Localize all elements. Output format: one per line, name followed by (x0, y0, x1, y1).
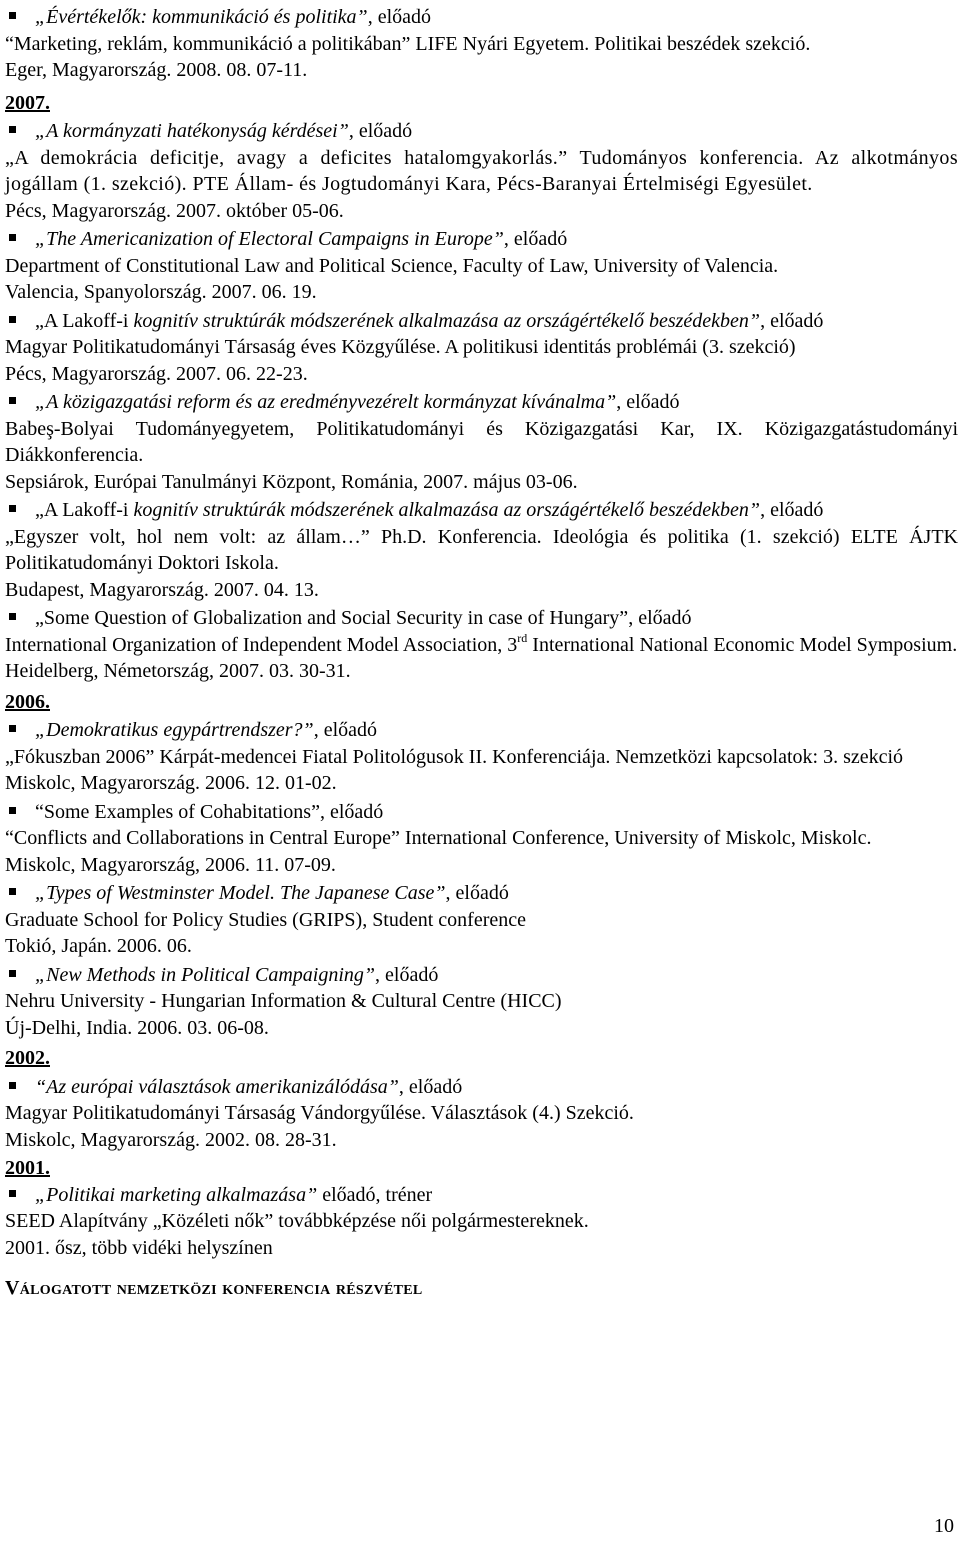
place-date: Tokió, Japán. 2006. 06. (5, 935, 192, 957)
conference-entry (5, 962, 958, 1042)
bullet-icon (9, 1190, 16, 1197)
venue-line: Babeş-Bolyai Tudományegyetem, Politikatudományi és Közigazgatási Kar, IX. Közigazgatástudományi Diákkonferencia. (5, 417, 958, 466)
talk-title: „Demokratikus egypártrendszer?” (35, 719, 314, 741)
conference-entry (5, 605, 958, 685)
talk-role: , előadó (367, 6, 431, 28)
talk-title: „A kormányzati hatékonyság kérdései” (35, 120, 349, 142)
conference-entry (5, 4, 958, 84)
talk-title: „Types of Westminster Model. The Japanese Case” (35, 882, 446, 904)
bullet-icon (9, 725, 16, 732)
talk-title: kognitív struktúrák módszerének alkalmazása az országértékelő beszédekben” (128, 309, 761, 332)
talk-title: “Az európai választások amerikanizálódása” (35, 1075, 399, 1098)
place-date: Új-Delhi, India. 2006. 03. 06-08. (5, 1016, 269, 1039)
talk-role: , előadó (348, 120, 413, 142)
page-number: 10 (934, 1515, 954, 1537)
venue-line: „Fókuszban 2006” Kárpát-medencei Fiatal Politológusok II. Konferenciája. Nemzetközi kapcsolatok: 3. szekció (5, 745, 904, 768)
talk-title: „New Methods in Political Campaigning” (35, 963, 376, 986)
conference-entry (5, 1074, 958, 1154)
venue-line: Graduate School for Policy Studies (GRIPS), Student conference (5, 908, 527, 931)
talk-role: , előadó (313, 719, 377, 741)
bullet-icon (9, 234, 16, 241)
year-heading: 2007. (5, 91, 50, 114)
talk-role: , előadó (445, 882, 509, 904)
bullet-icon (9, 126, 16, 133)
conference-entry (5, 497, 958, 603)
venue-line: Department of Constitutional Law and Political Science, Faculty of Law, University of Valencia. (5, 254, 779, 277)
place-date: Valencia, Spanyolország. 2007. 06. 19. (5, 281, 317, 303)
talk-role: , előadó (760, 309, 824, 332)
talk-role: előadó, tréner (317, 1183, 433, 1206)
section-heading: Válogatott nemzetközi konferencia részvétel (5, 1277, 423, 1299)
talk-role: , előadó (398, 1075, 463, 1098)
conference-entry (5, 880, 958, 960)
place-date: Miskolc, Magyarország. 2002. 08. 28-31. (5, 1128, 337, 1151)
venue-line: Magyar Politikatudományi Társaság éves Közgyűlése. A politikusi identitás problémái (3. szekció) (5, 336, 796, 358)
place-date: Eger, Magyarország. 2008. 08. 07-11. (5, 59, 308, 81)
place-date: Sepsiárok, Európai Tanulmányi Központ, Románia, 2007. május 03-06. (5, 470, 578, 493)
talk-title: „Some Question of Globalization and Social Security in case of Hungary” (35, 607, 629, 629)
place-date: Heidelberg, Németország, 2007. 03. 30-31. (5, 660, 351, 682)
talk-role: , előadó (375, 963, 439, 986)
conference-entry (5, 717, 958, 797)
place-date: Budapest, Magyarország. 2007. 04. 13. (5, 578, 319, 601)
bullet-icon (9, 397, 16, 404)
year-heading: 2006. (5, 690, 50, 713)
bullet-icon (9, 970, 16, 977)
place-date: Miskolc, Magyarország, 2006. 11. 07-09. (5, 853, 336, 876)
conference-entry (5, 1182, 958, 1262)
conference-entry (5, 799, 958, 879)
talk-role: , előadó (319, 800, 384, 823)
conference-entry (5, 118, 958, 224)
talk-title: „A közigazgatási reform és az eredményvezérelt kormányzat kívánalma” (35, 391, 617, 413)
bullet-icon (9, 12, 16, 19)
conference-entry (5, 389, 958, 495)
bullet-icon (9, 1082, 16, 1089)
venue-line: „Egyszer volt, hol nem volt: az állam…” Ph.D. Konferencia. Ideológia és politika (1. szekció) ELTE ÁJTK Politikatudományi Doktori Iskola. (5, 525, 958, 574)
venue-line: Nehru University - Hungarian Information & Cultural Centre (HICC) (5, 990, 562, 1012)
year-heading: 2001. (5, 1157, 50, 1179)
talk-title: kognitív struktúrák módszerének alkalmazása az országértékelő beszédekben” (128, 499, 761, 521)
bullet-icon (9, 316, 16, 323)
venue-line: SEED Alapítvány „Közéleti nők” továbbképzése női polgármestereknek. (5, 1210, 589, 1232)
venue-line: Magyar Politikatudományi Társaság Vándorgyűlése. Választások (4.) Szekció. (5, 1102, 634, 1124)
venue-line: International Organization of Independent Model Association, 3rd International National Economic Model Symposium. (5, 630, 958, 656)
talk-title-prefix: „A Lakoff-i (35, 499, 129, 521)
place-date: 2001. ősz, több vidéki helyszínen (5, 1236, 273, 1259)
bullet-icon (9, 807, 16, 814)
venue-line: “Conflicts and Collaborations in Central Europe” International Conference, University of Miskolc, Miskolc. (5, 827, 872, 849)
talk-title: „Évértékelők: kommunikáció és politika” (35, 6, 368, 28)
place-date: Miskolc, Magyarország. 2006. 12. 01-02. (5, 772, 337, 794)
cv-page (5, 4, 958, 1302)
talk-title: “Some Examples of Cohabitations” (35, 800, 320, 823)
talk-role: , előadó (760, 499, 824, 521)
talk-title-prefix: „A Lakoff-i (35, 309, 129, 332)
bullet-icon (9, 888, 16, 895)
venue-line: “Marketing, reklám, kommunikáció a politikában” LIFE Nyári Egyetem. Politikai beszédek szekció. (5, 32, 811, 55)
talk-role: , előadó (503, 228, 568, 250)
talk-role: , előadó (616, 391, 680, 413)
conference-entry (5, 308, 958, 388)
talk-title: „The Americanization of Electoral Campaigns in Europe” (35, 228, 504, 250)
conference-entry (5, 226, 958, 306)
bullet-icon (9, 613, 16, 620)
venue-line: „A demokrácia deficitje, avagy a deficites hatalomgyakorlás.” Tudományos konferencia. Az alkotmányos jogállam (1. szekció). PTE Állam- és Jogtudományi Kara, Pécs-Baranyai Értelmiségi Egyesület. (5, 146, 958, 195)
talk-title: „Politikai marketing alkalmazása” (35, 1183, 318, 1206)
bullet-icon (9, 505, 16, 512)
place-date: Pécs, Magyarország. 2007. 06. 22-23. (5, 362, 308, 385)
talk-role: , előadó (628, 607, 692, 629)
year-heading: 2002. (5, 1047, 50, 1069)
place-date: Pécs, Magyarország. 2007. október 05-06. (5, 199, 344, 222)
